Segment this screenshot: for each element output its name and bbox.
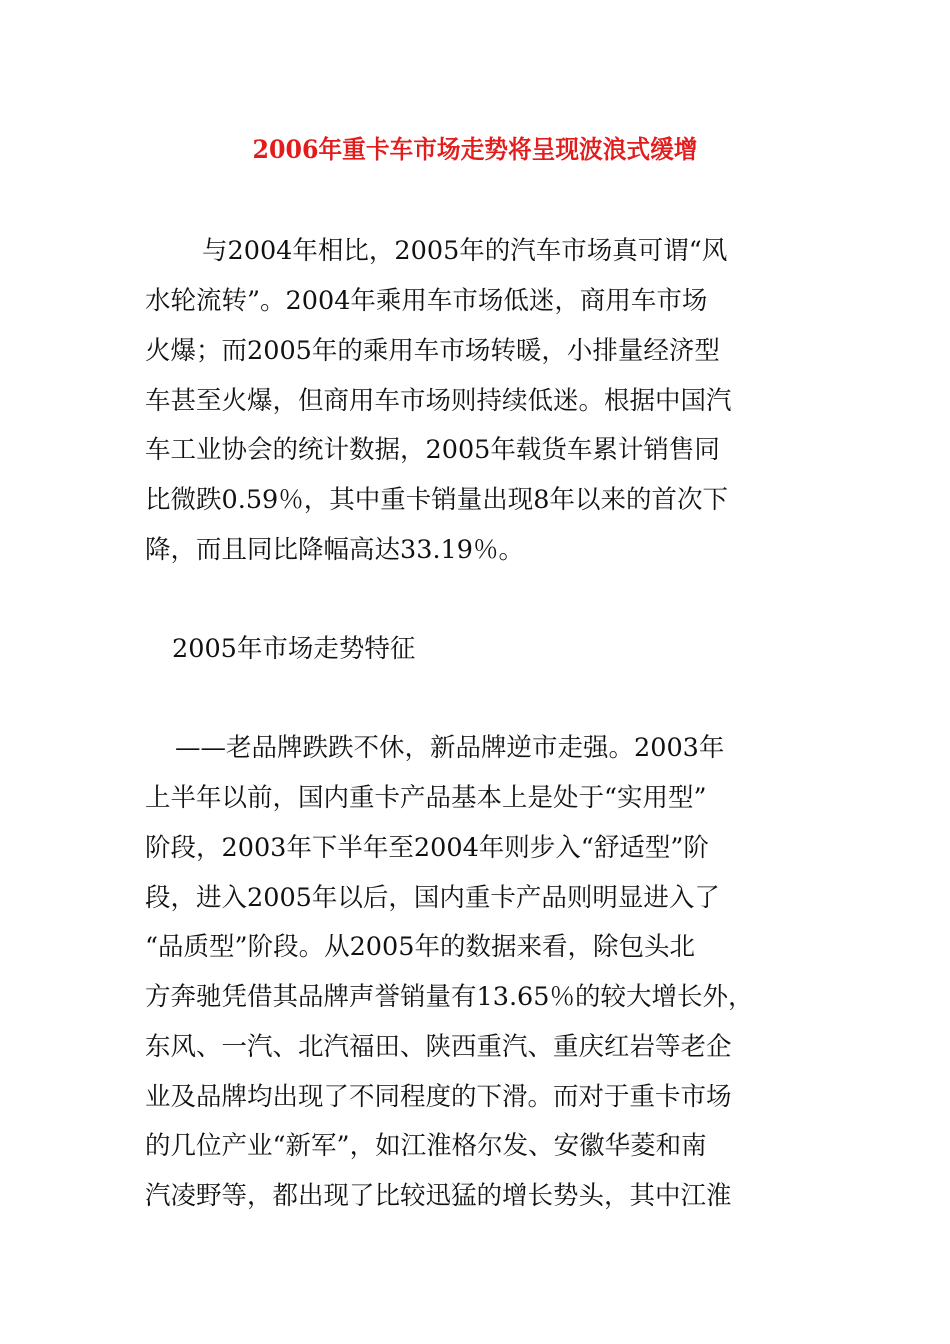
text-line: 车工业协会的统计数据，2005年载货车累计销售同 <box>145 435 720 465</box>
text-line: 方奔驰凭借其品牌声誉销量有13.65％的较大增长外， <box>145 982 754 1012</box>
text-line: 阶段，2003年下半年至2004年则步入“舒适型”阶 <box>145 833 709 863</box>
text-line: 段，进入2005年以后，国内重卡产品则明显进入了 <box>145 883 720 913</box>
text-line: 上半年以前，国内重卡产品基本上是处于“实用型” <box>145 783 707 813</box>
text-line: 降，而且同比降幅高达33.19％。 <box>145 535 525 565</box>
text-line: 东风、一汽、北汽福田、陕西重汽、重庆红岩等老企 <box>145 1032 732 1062</box>
text-line: 车甚至火爆，但商用车市场则持续低迷。根据中国汽 <box>145 386 732 416</box>
text-line: 火爆；而2005年的乘用车市场转暖，小排量经济型 <box>145 336 720 366</box>
text-line: 与2004年相比，2005年的汽车市场真可谓“风 <box>202 236 728 266</box>
text-line: 的几位产业“新军”，如江淮格尔发、安徽华菱和南 <box>145 1131 707 1161</box>
text-line: ——老品牌跌跌不休，新品牌逆市走强。2003年 <box>175 733 725 763</box>
text-line: 汽凌野等，都出现了比较迅猛的增长势头，其中江淮 <box>145 1181 732 1211</box>
text-line: 水轮流转”。2004年乘用车市场低迷，商用车市场 <box>145 286 708 316</box>
text-line: 比微跌0.59％，其中重卡销量出现8年以来的首次下 <box>145 485 729 515</box>
text-line: 业及品牌均出现了不同程度的下滑。而对于重卡市场 <box>145 1082 732 1112</box>
document-title: 2006年重卡车市场走势将呈现波浪式缓增 <box>252 135 698 164</box>
text-line: “品质型”阶段。从2005年的数据来看，除包头北 <box>145 932 695 962</box>
section-heading: 2005年市场走势特征 <box>172 634 416 664</box>
